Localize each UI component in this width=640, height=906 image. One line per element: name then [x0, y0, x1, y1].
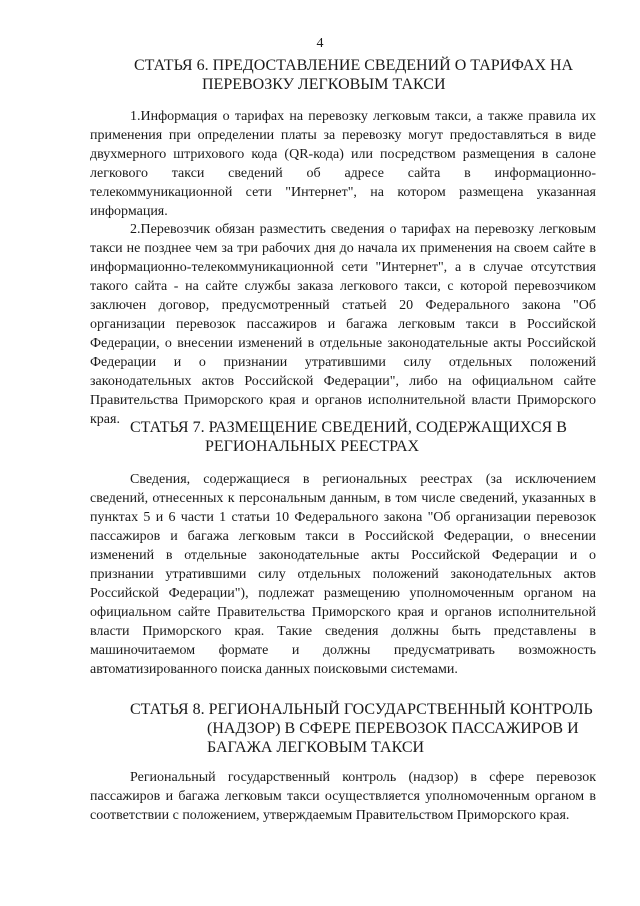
article-8-heading-line3: БАГАЖА ЛЕГКОВЫМ ТАКСИ	[207, 739, 425, 756]
article-7-heading	[130, 418, 567, 456]
article-7-heading-line2: РЕГИОНАЛЬНЫХ РЕЕСТРАХ	[205, 438, 420, 455]
article-6-heading-line1: СТАТЬЯ 6. ПРЕДОСТАВЛЕНИЕ СВЕДЕНИЙ О ТАРИФАХ НА	[134, 57, 574, 74]
article-6-heading	[134, 56, 573, 94]
article-8-heading-line2: (НАДЗОР) В СФЕРЕ ПЕРЕВОЗОК ПАССАЖИРОВ И	[207, 720, 579, 737]
article-7-paragraph-1: Сведения, содержащиеся в региональных реестрах (за исключением сведений, отнесенных к персональным данным, в том числе сведений, указанных в пунктах 5 и 6 части 1 статьи 10 Федерального закона "Об организации перевозок пассажиров и багажа легковым такси в Российской Федерации, о внесении изменений в отдельные законодательные акты Российской Федерации и о признании утратившими силу отдельных положений законодательных актов Российской Федерации"), подлежат размещению уполномоченным органом на официальном сайте Правительства Приморского края и органов исполнительной власти Приморского края. Такие сведения должны быть представлены в машиночитаемом формате и должны предусматривать возможность автоматизированного поиска данных поисковыми системами.	[90, 472, 596, 677]
article-8-paragraph-1: Региональный государственный контроль (надзор) в сфере перевозок пассажиров и багажа легковым такси осуществляется уполномоченным органом в соответствии с положением, утверждаемым Правительством Приморского края.	[90, 770, 596, 823]
page-number: 4	[316, 36, 324, 51]
article-8-heading-line1: СТАТЬЯ 8. РЕГИОНАЛЬНЫЙ ГОСУДАРСТВЕННЫЙ КОНТРОЛЬ	[130, 701, 593, 718]
article-6-heading-line2: ПЕРЕВОЗКУ ЛЕГКОВЫМ ТАКСИ	[202, 76, 446, 93]
article-8-heading	[130, 700, 593, 757]
article-6-paragraph-1: 1.Информация о тарифах на перевозку легковым такси, а также правила их применения при определении платы за перевозку могут предоставляться в виде двухмерного штрихового кода (QR-кода) или посредством размещения в салоне легкового такси сведений об адресе сайта в информационно-телекоммуникационной сети "Интернет", на котором размещена указанная информация.	[90, 109, 596, 219]
article-6-paragraph-2: 2.Перевозчик обязан разместить сведения о тарифах на перевозку легковым такси не позднее чем за три рабочих дня до начала их применения на своем сайте в информационно-телекоммуникационной сети "Интернет", а в случае отсутствия такого сайта - на сайте службы заказа легкового такси, с которой перевозчиком заключен договор, предусмотренный статьей 20 Федерального закона "Об организации перевозок пассажиров и багажа легковым такси в Российской Федерации, о внесении изменений в отдельные законодательные акты Российской Федерации и о признании утратившими силу отдельных положений законодательных актов Российской Федерации", либо на официальном сайте Правительства Приморского края и органов исполнительной власти Приморского края.	[90, 222, 596, 427]
article-7-heading-line1: СТАТЬЯ 7. РАЗМЕЩЕНИЕ СВЕДЕНИЙ, СОДЕРЖАЩИХСЯ В	[130, 419, 567, 436]
